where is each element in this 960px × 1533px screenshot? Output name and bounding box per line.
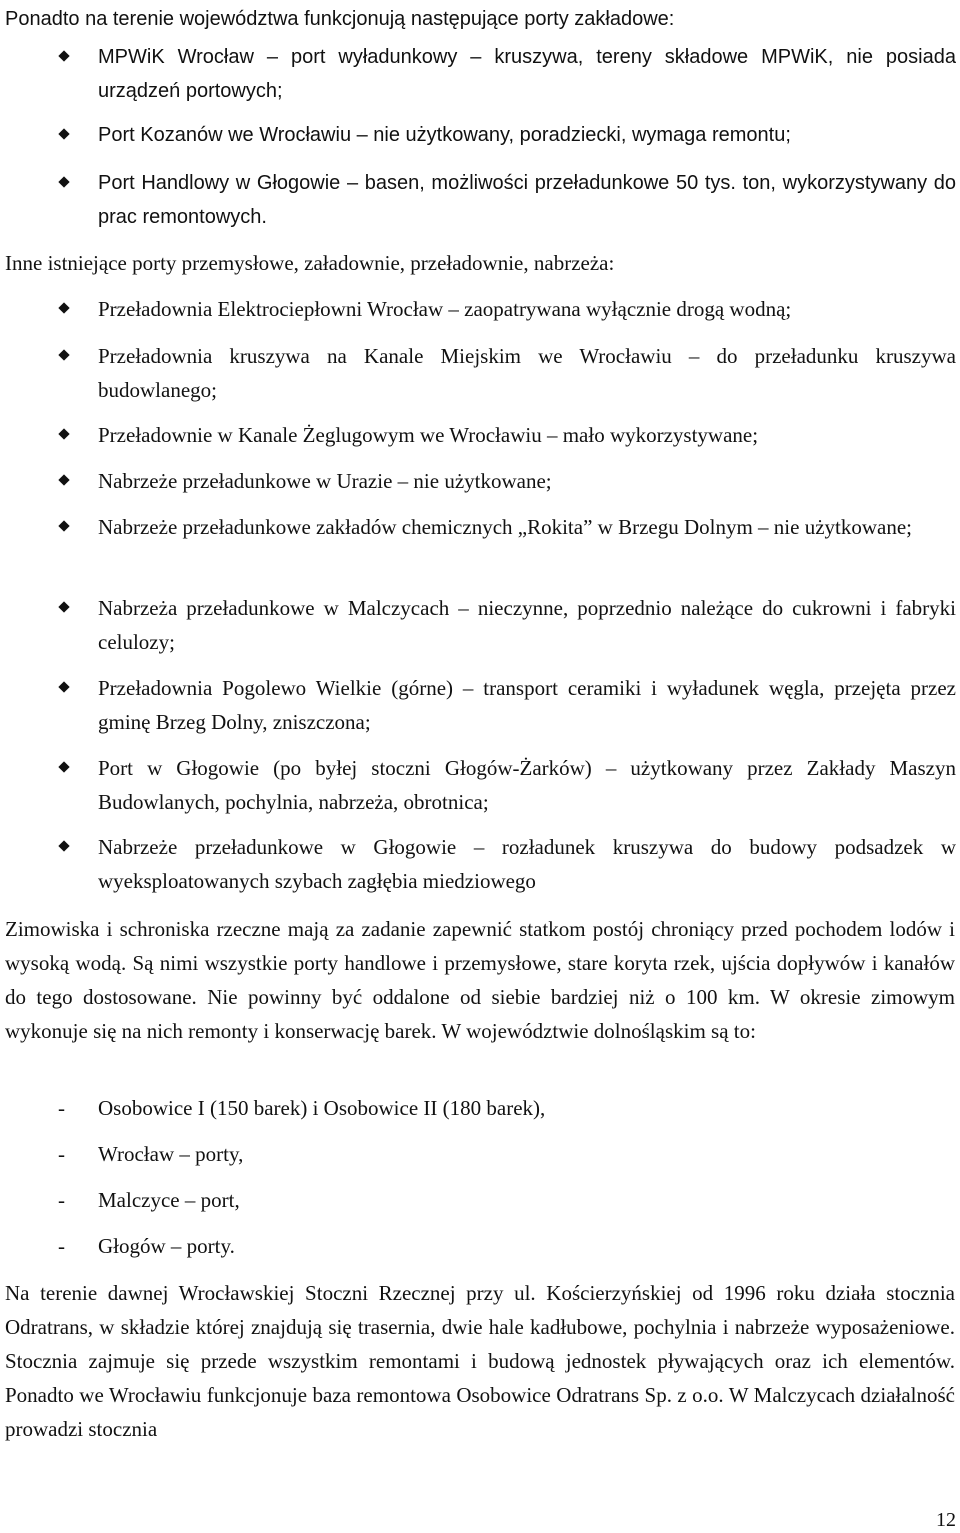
dash-marker: - [58,1234,65,1258]
diamond-bullet-icon [58,474,69,485]
list-item [98,118,956,152]
shipyard-paragraph: Na terenie dawnej Wrocławskiej Stoczni Rzecznej przy ul. Kościerzyńskiej od 1996 roku działa stocznia Odratrans, w składzie której znajdują się trasernia, dwie hale kadłubowe, pochylnia i nabrzeże wyposażeniowe. Stocznia zajmuje się przede wszystkim remontami i budową jednostek pływających oraz ich elementów. Ponadto we Wrocławiu funkcjonuje baza remontowa Osobowice Odratrans Sp. z o.o. W Malczycach działalność prowadzi stocznia [5,1281,955,1441]
list-item [98,830,956,898]
intro-paragraph: Ponadto na terenie województwa funkcjonują następujące porty zakładowe: [5,8,675,30]
diamond-bullet-icon [58,428,69,439]
list-item-text: MPWiK Wrocław – port wyładunkowy – kruszywa, tereny składowe MPWiK, nie posiada urządzeń portowych; [98,46,956,102]
other-ports-intro: Inne istniejące porty przemysłowe, załadownie, przeładownie, nabrzeża: [5,251,615,275]
dash-marker: - [58,1096,65,1120]
diamond-bullet-icon [58,349,69,360]
diamond-bullet-icon [58,761,69,772]
list-item [98,40,956,108]
list-item-text: Głogów – porty. [98,1234,235,1258]
list-item-text: Malczyce – port, [98,1188,240,1212]
list-item-text: Port Handlowy w Głogowie – basen, możliwości przeładunkowe 50 tys. ton, wykorzystywany do prac remontowych. [98,172,956,228]
page-number: 12 [936,1509,956,1531]
list-item-text: Nabrzeże przeładunkowe w Urazie – nie użytkowane; [98,469,552,493]
list-item-text: Osobowice I (150 barek) i Osobowice II (180 barek), [98,1096,546,1120]
diamond-bullet-icon [58,681,69,692]
list-item [98,510,956,544]
list-item [98,166,956,234]
list-item [58,1229,235,1263]
list-item-text: Przeładownia Pogolewo Wielkie (górne) – transport ceramiki i wyładunek węgla, przejęta przez gminę Brzeg Dolny, zniszczona; [98,676,956,734]
list-item [98,591,956,659]
diamond-bullet-icon [58,50,69,61]
list-item-text: Przeładownie w Kanale Żeglugowym we Wrocławiu – mało wykorzystywane; [98,423,759,447]
list-item [98,292,956,326]
diamond-bullet-icon [58,840,69,851]
dash-marker: - [58,1188,65,1212]
list-item-text: Przeładownia kruszywa na Kanale Miejskim we Wrocławiu – do przeładunku kruszywa budowlanego; [98,344,956,402]
list-item [98,339,956,407]
list-item [98,751,956,819]
list-item [58,1137,244,1171]
diamond-bullet-icon [58,601,69,612]
list-item [98,464,956,498]
list-item-text: Przeładownia Elektrociepłowni Wrocław – zaopatrywana wyłącznie drogą wodną; [98,297,792,321]
diamond-bullet-icon [58,302,69,313]
list-item-text: Nabrzeże przeładunkowe zakładów chemicznych „Rokita” w Brzegu Dolnym – nie użytkowane; [98,515,913,539]
diamond-bullet-icon [58,128,69,139]
dash-marker: - [58,1142,65,1166]
list-item-text: Nabrzeża przeładunkowe w Malczycach – nieczynne, poprzednio należące do cukrowni i fabryki celulozy; [98,596,956,654]
diamond-bullet-icon [58,520,69,531]
list-item [58,1091,546,1125]
diamond-bullet-icon [58,176,69,187]
list-item-text: Nabrzeże przeładunkowe w Głogowie – rozładunek kruszywa do budowy podsadzek w wyeksploatowanych szybach zagłębia miedziowego [98,835,956,893]
winter-harbours-paragraph: Zimowiska i schroniska rzeczne mają za zadanie zapewnić statkom postój chroniący przed pochodem lodów i wysoką wodą. Są nimi wszystkie porty handlowe i przemysłowe, stare koryta rzek, ujścia dopływów i kanałów do tego dostosowane. Nie powinny być oddalone od siebie bardziej niż o 100 km. W okresie zimowym wykonuje się na nich remonty i konserwację barek. W województwie dolnośląskim są to: [5,917,955,1043]
list-item-text: Port Kozanów we Wrocławiu – nie użytkowany, poradziecki, wymaga remontu; [98,124,791,146]
list-item [98,418,956,452]
list-item [58,1183,240,1217]
list-item [98,671,956,739]
list-item-text: Wrocław – porty, [98,1142,244,1166]
list-item-text: Port w Głogowie (po byłej stoczni Głogów-Żarków) – użytkowany przez Zakłady Maszyn Budowlanych, pochylnia, nabrzeża, obrotnica; [98,756,956,814]
